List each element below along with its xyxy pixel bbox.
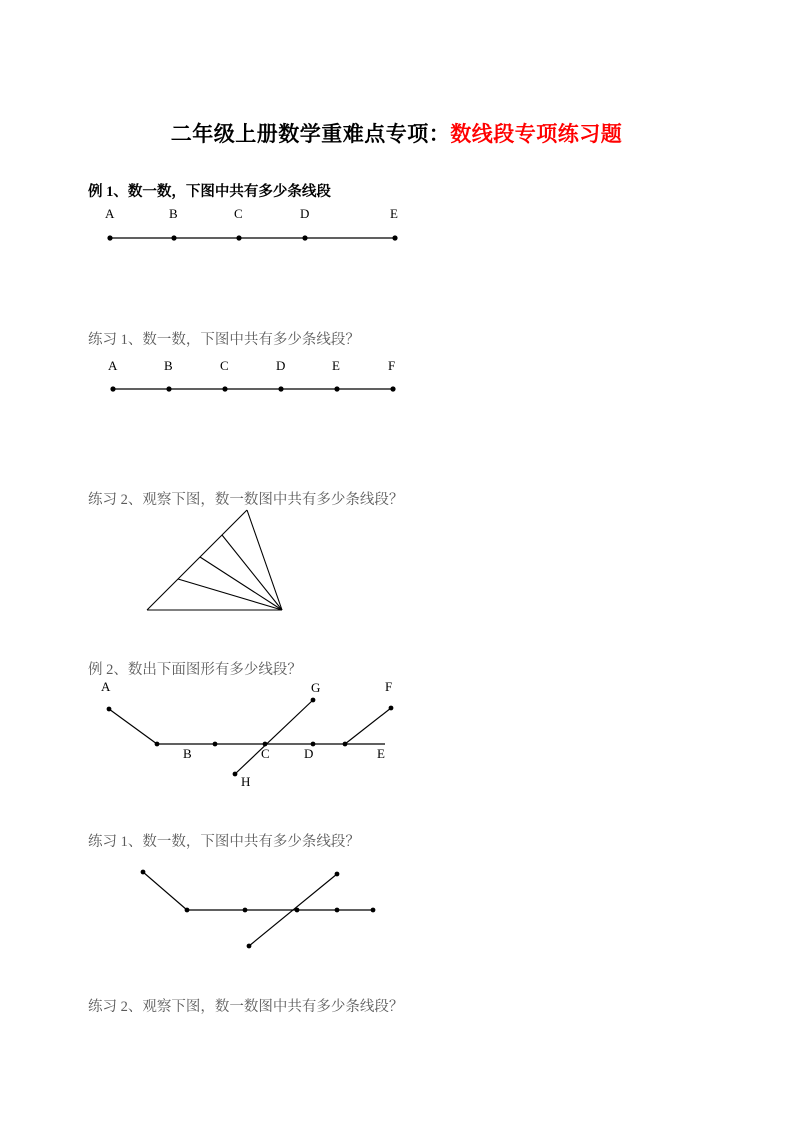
point-label-c: C	[234, 206, 243, 221]
point-label-c: C	[261, 746, 270, 761]
point-label-f: F	[385, 679, 393, 694]
point-label-d: D	[304, 746, 314, 761]
point-label-e: E	[390, 206, 398, 221]
point-label-a: A	[101, 679, 111, 694]
prompt-practice-1-2: 练习 2、观察下图，数一数图中共有多少条线段？	[88, 492, 404, 508]
page-title-black: 二年级上册数学重难点专项：	[170, 122, 451, 146]
point-label-f: F	[388, 358, 396, 373]
prompt-example-1: 例 1、数一数，下图中共有多少条线段	[88, 184, 331, 200]
point-label-c: C	[220, 358, 229, 373]
point-label-h: H	[241, 774, 251, 789]
point-label-d: D	[300, 206, 310, 221]
prompt-practice-2-2: 练习 2、观察下图，数一数图中共有多少条线段？	[88, 999, 404, 1015]
point-label-a: A	[108, 358, 118, 373]
prompt-practice-2-1: 练习 1、数一数，下图中共有多少条线段？	[88, 834, 360, 850]
figure-example-2	[95, 679, 435, 792]
prompt-practice-1-1: 练习 1、数一数，下图中共有多少条线段？	[88, 332, 360, 348]
figure-practice-1-1	[105, 358, 425, 398]
point-label-a: A	[105, 206, 115, 221]
point-label-b: B	[164, 358, 173, 373]
prompt-example-2: 例 2、数出下面图形有多少线段？	[88, 662, 302, 678]
point-label-b: B	[183, 746, 192, 761]
figure-fan-triangle	[142, 505, 342, 625]
figure-practice-2-1	[125, 862, 455, 972]
point-label-g: G	[311, 680, 321, 695]
point-label-e: E	[332, 358, 340, 373]
point-label-b: B	[169, 206, 178, 221]
page-title	[0, 118, 793, 148]
point-label-e: E	[377, 746, 385, 761]
page-title-red: 数线段专项练习题	[450, 122, 623, 146]
figure-example-1	[100, 208, 420, 248]
point-label-d: D	[276, 358, 286, 373]
